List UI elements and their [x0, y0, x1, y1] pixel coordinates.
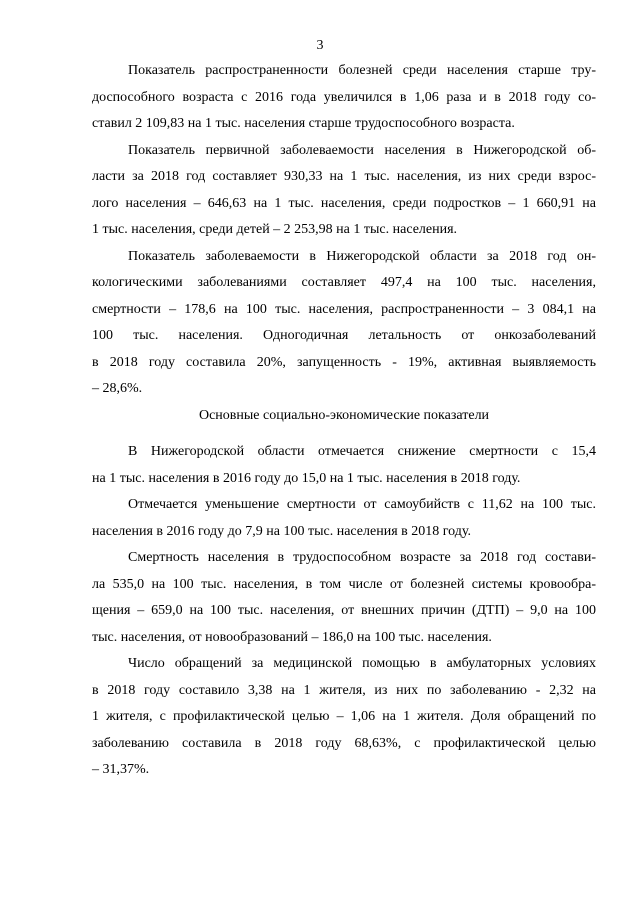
text-line: ставил 2 109,83 на 1 тыс. населения старше трудоспособного возраста. [92, 116, 515, 131]
text-line: на 1 тыс. населения в 2016 году до 15,0 на 1 тыс. населения в 2018 году. [92, 471, 521, 486]
section-heading: Основные социально-экономические показатели [198, 408, 490, 423]
text-line: ла 535,0 на 100 тыс. населения, в том числе от болезней системы кровообра- [92, 577, 596, 592]
text-line: Показатель первичной заболеваемости населения в Нижегородской об- [128, 143, 596, 158]
page-number: 3 [316, 38, 324, 53]
text-line: Показатель заболеваемости в Нижегородской области за 2018 год он- [128, 249, 596, 264]
text-line: 1 тыс. населения, среди детей – 2 253,98 на 1 тыс. населения. [92, 222, 458, 237]
text-line: 100 тыс. населения. Одногодичная летальность от онкозаболеваний [92, 328, 596, 343]
text-line: кологическими заболеваниями составляет 497,4 на 100 тыс. населения, [92, 275, 596, 290]
text-line: В Нижегородской области отмечается снижение смертности с 15,4 [128, 444, 596, 459]
text-line: тыс. населения, от новообразований – 186,0 на 100 тыс. населения. [92, 630, 492, 645]
text-line: – 31,37%. [92, 762, 150, 777]
text-line: щения – 659,0 на 100 тыс. населения, от внешних причин (ДТП) – 9,0 на 100 [92, 603, 596, 618]
text-line: в 2018 году составило 3,38 на 1 жителя, из них по заболеванию - 2,32 на [92, 683, 596, 698]
text-line: ласти за 2018 год составляет 930,33 на 1 тыс. населения, из них среди взрос- [92, 169, 596, 184]
text-line: населения в 2016 году до 7,9 на 100 тыс. населения в 2018 году. [92, 524, 471, 539]
text-line: 1 жителя, с профилактической целью – 1,06 на 1 жителя. Доля обращений по [92, 709, 596, 724]
text-line: Отмечается уменьшение смертности от самоубийств с 11,62 на 100 тыс. [128, 497, 596, 512]
text-line: в 2018 году составила 20%, запущенность - 19%, активная выявляемость [92, 355, 596, 370]
text-line: доспособного возраста с 2016 года увеличился в 1,06 раза и в 2018 году со- [92, 90, 596, 105]
text-line: лого населения – 646,63 на 1 тыс. населения, среди подростков – 1 660,91 на [92, 196, 596, 211]
text-line: Смертность населения в трудоспособном возрасте за 2018 год состави- [128, 550, 596, 565]
text-line: Число обращений за медицинской помощью в амбулаторных условиях [128, 656, 596, 671]
text-line: смертности – 178,6 на 100 тыс. населения, распространенности – 3 084,1 на [92, 302, 596, 317]
text-line: заболеванию составила в 2018 году 68,63%, с профилактической целью [92, 736, 596, 751]
text-line: Показатель распространенности болезней среди населения старше тру- [128, 63, 596, 78]
text-line: – 28,6%. [92, 381, 143, 396]
